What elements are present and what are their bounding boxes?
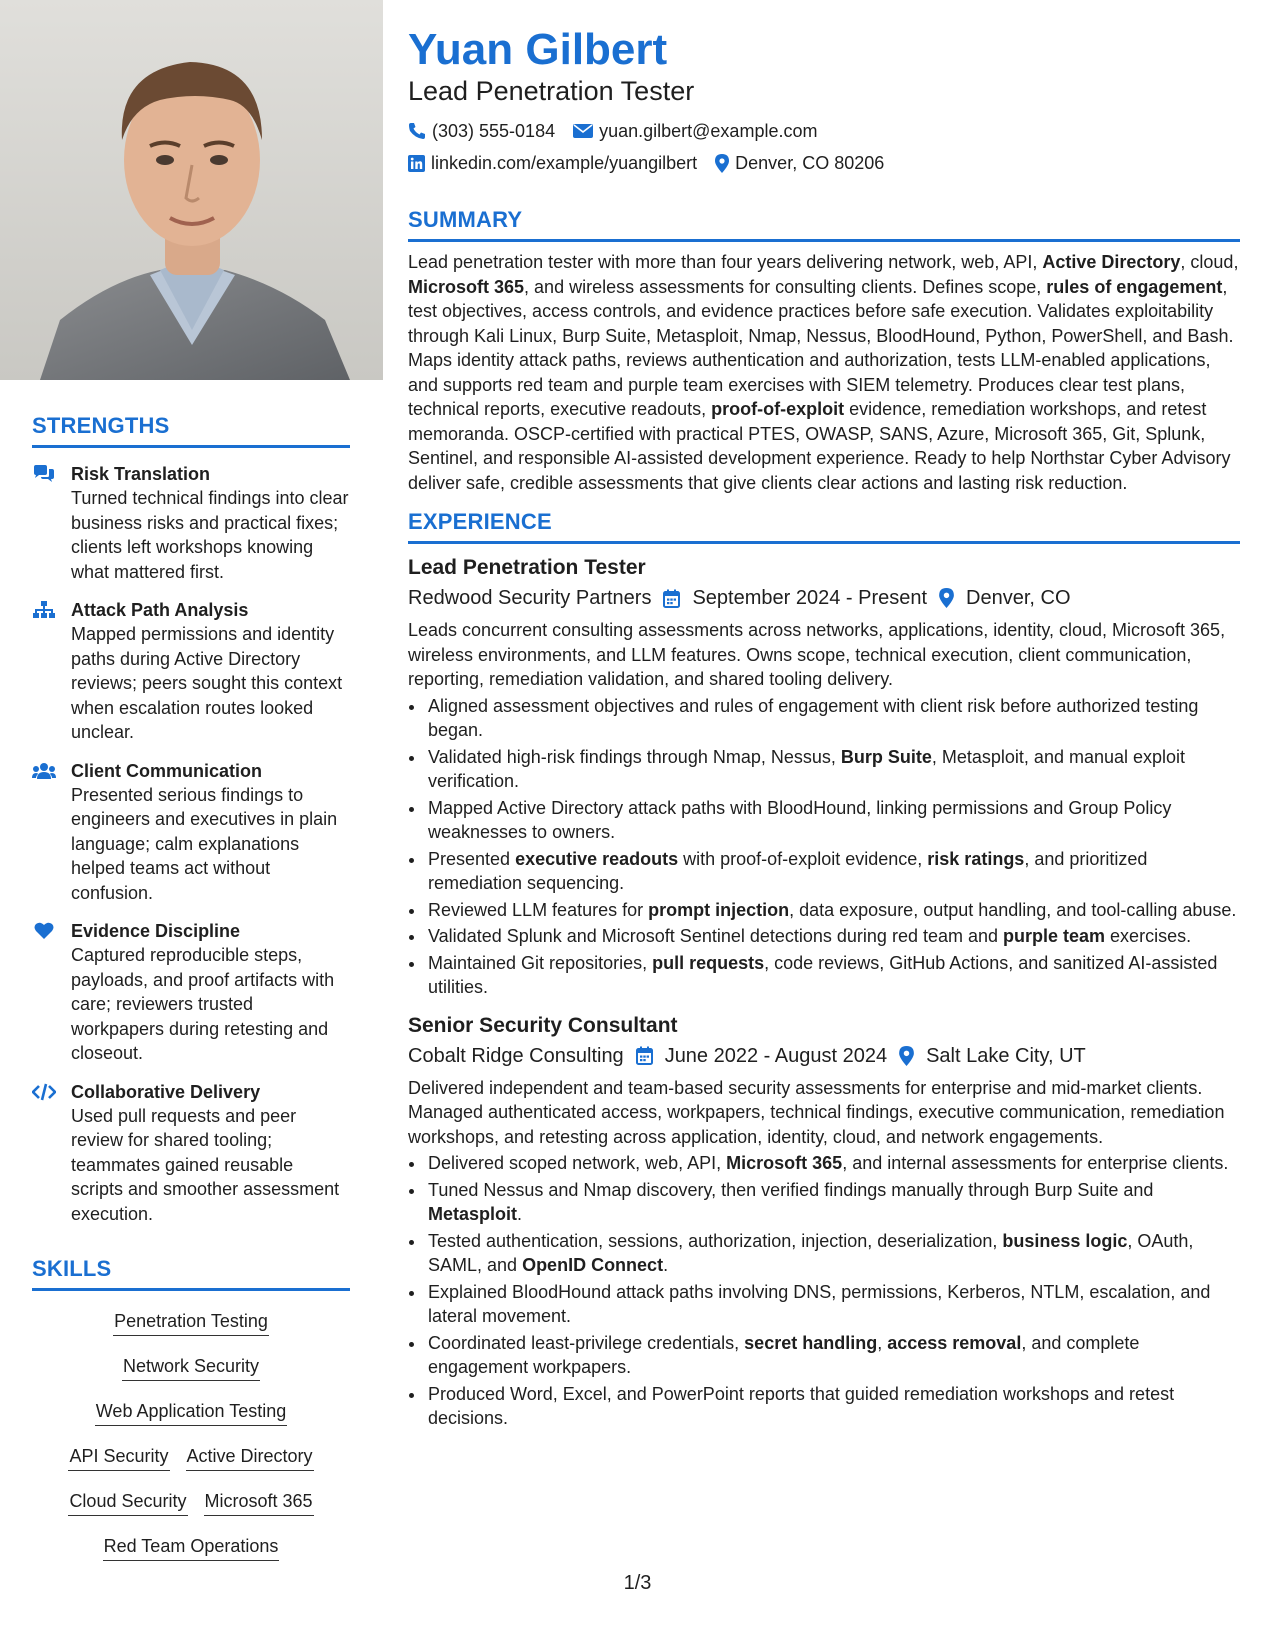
map-pin-icon bbox=[899, 1046, 914, 1066]
achievement-bullet bbox=[426, 847, 1240, 896]
job-meta bbox=[408, 584, 1240, 612]
text-run: Reviewed LLM features for bbox=[428, 899, 649, 920]
text-run: , cloud, bbox=[1180, 252, 1239, 272]
bold-keyword: Active Directory bbox=[1042, 252, 1181, 272]
skill-row bbox=[32, 1490, 350, 1516]
achievement-list bbox=[408, 694, 1240, 1000]
experience-section bbox=[408, 509, 1240, 1431]
text-run: exercises. bbox=[1105, 926, 1192, 946]
phone-number: (303) 555-0184 bbox=[432, 121, 556, 141]
job-list bbox=[408, 554, 1240, 1431]
skill-tag: Web Application Testing bbox=[95, 1400, 287, 1426]
phone-icon bbox=[408, 122, 426, 140]
skill-tag: API Security bbox=[68, 1445, 169, 1471]
skill-row bbox=[32, 1445, 350, 1471]
skill-tag: Cloud Security bbox=[68, 1490, 187, 1516]
text-run: Aligned assessment objectives and rules of engagement with client risk before authorized testing began. bbox=[428, 695, 1199, 740]
strength-item bbox=[32, 1080, 350, 1227]
candidate-headline: Lead Penetration Tester bbox=[408, 76, 695, 106]
skill-row bbox=[32, 1400, 350, 1426]
summary-text bbox=[408, 250, 1240, 495]
strength-description: Used pull requests and peer review for shared tooling; teammates gained reusable scripts and smoother assessment execution. bbox=[71, 1105, 340, 1224]
strength-title: Client Communication bbox=[71, 760, 263, 781]
sidebar bbox=[0, 0, 383, 1650]
achievement-bullet bbox=[426, 694, 1240, 743]
achievement-list bbox=[408, 1151, 1240, 1431]
strength-description: Turned technical findings into clear business risks and practical fixes; clients left workshops knowing what mattered first. bbox=[71, 488, 349, 582]
text-run: , code reviews, GitHub Actions, and sanitized AI-assisted utilities. bbox=[428, 952, 1218, 997]
contact-info bbox=[408, 115, 1240, 179]
text-run: , and prioritized remediation sequencing. bbox=[428, 848, 1148, 893]
strength-item bbox=[32, 919, 350, 1066]
text-run: , OAuth, SAML, and bbox=[428, 1230, 1194, 1275]
date-range: June 2022 - August 2024 bbox=[664, 1044, 888, 1067]
bold-keyword: Microsoft 365 bbox=[726, 1153, 843, 1173]
text-run: Validated high-risk findings through Nmap, Nessus, bbox=[428, 746, 841, 767]
bold-keyword: executive readouts bbox=[515, 848, 679, 869]
strength-description: Captured reproducible steps, payloads, and proof artifacts with care; reviewers trusted workpapers during retesting and closeout. bbox=[71, 945, 335, 1063]
skills-section bbox=[32, 1256, 350, 1561]
comments-icon bbox=[32, 464, 56, 484]
text-run: , test objectives, access controls, and evidence practices before safe execution. Validates exploitability through Kali Linux, Burp Suite, Metasploit, Nmap, Nessus, BloodHound, Python, PowerShell, and Bash. Maps identity attack paths, reviews authentication and authorization, tests LLM-enabled applications, and supports red team and purple team exercises with SIEM telemetry. Produces clear test plans, technical reports, executive readouts, bbox=[408, 276, 1234, 419]
skill-tag: Penetration Testing bbox=[113, 1310, 269, 1336]
bold-keyword: secret handling bbox=[744, 1332, 878, 1353]
job-dates bbox=[636, 1042, 887, 1070]
text-run: , Metasploit, and manual exploit verification. bbox=[428, 746, 1186, 791]
job-description: Leads concurrent consulting assessments across networks, applications, identity, cloud, Microsoft 365, wireless environments, and LLM features. Owns scope, technical execution, client communication, reporting, remediation validation, and shared tooling delivery. bbox=[408, 620, 1226, 689]
strength-title: Risk Translation bbox=[71, 464, 211, 484]
bold-keyword: purple team bbox=[1003, 926, 1106, 946]
skill-tag: Network Security bbox=[122, 1355, 260, 1381]
bold-keyword: pull requests bbox=[652, 952, 765, 973]
linkedin-icon bbox=[408, 155, 425, 172]
location-text: Denver, CO bbox=[966, 587, 1071, 609]
job-entry bbox=[408, 554, 1240, 1000]
strengths-heading: STRENGTHS bbox=[32, 413, 350, 448]
location-text: Denver, CO 80206 bbox=[735, 153, 885, 173]
job-description: Delivered independent and team-based security assessments for enterprise and mid-market clients. Managed authenticated access, workpapers, technical findings, executive communication, remediation workshops, and retesting across application, identity, cloud, and network engagements. bbox=[408, 1077, 1225, 1147]
company-name: Redwood Security Partners bbox=[408, 587, 652, 609]
achievement-bullet bbox=[426, 951, 1240, 1000]
skill-tag: Red Team Operations bbox=[103, 1535, 280, 1561]
bold-keyword: Microsoft 365 bbox=[408, 276, 525, 297]
calendar-icon bbox=[663, 589, 680, 608]
skill-tag: Microsoft 365 bbox=[204, 1490, 314, 1516]
job-meta bbox=[408, 1042, 1240, 1070]
calendar-icon bbox=[636, 1046, 653, 1065]
bold-keyword: Burp Suite bbox=[840, 746, 932, 767]
skill-row bbox=[32, 1535, 350, 1561]
achievement-bullet bbox=[426, 1280, 1240, 1329]
linkedin-url: linkedin.com/example/yuangilbert bbox=[431, 153, 698, 173]
text-run: Presented bbox=[428, 848, 516, 869]
skill-row bbox=[32, 1310, 350, 1336]
text-run: Validated Splunk and Microsoft Sentinel detections during red team and bbox=[428, 926, 1004, 946]
location-contact bbox=[715, 151, 884, 175]
page-number: 1/3 bbox=[623, 1572, 652, 1594]
bold-keyword: OpenID Connect bbox=[522, 1255, 664, 1275]
text-run: Mapped Active Directory attack paths with BloodHound, linking permissions and Group Policy weaknesses to owners. bbox=[428, 797, 1172, 842]
text-run: . bbox=[517, 1204, 523, 1224]
text-run: with proof-of-exploit evidence, bbox=[678, 848, 928, 869]
skills-list bbox=[32, 1310, 350, 1561]
strengths-section bbox=[32, 413, 350, 1226]
text-run: , and internal assessments for enterprise clients. bbox=[842, 1153, 1229, 1173]
email-address: yuan.gilbert@example.com bbox=[599, 121, 818, 141]
location-text: Salt Lake City, UT bbox=[926, 1044, 1086, 1067]
strength-title: Collaborative Delivery bbox=[71, 1081, 261, 1102]
achievement-bullet bbox=[426, 1331, 1240, 1380]
company-name: Cobalt Ridge Consulting bbox=[408, 1044, 624, 1067]
phone-contact[interactable] bbox=[408, 119, 555, 143]
envelope-icon bbox=[573, 123, 593, 139]
strength-title: Attack Path Analysis bbox=[71, 600, 249, 620]
code-icon bbox=[32, 1082, 56, 1102]
map-pin-icon bbox=[939, 588, 954, 608]
job-location bbox=[939, 584, 1070, 612]
strength-description: Presented serious findings to engineers and executives in plain language; calm explanations helped teams act without confusion. bbox=[71, 784, 338, 903]
text-run: . bbox=[663, 1255, 669, 1275]
bold-keyword: risk ratings bbox=[927, 848, 1025, 869]
summary-section bbox=[408, 207, 1240, 495]
skill-tag: Active Directory bbox=[186, 1445, 314, 1471]
text-run: , data exposure, output handling, and tool-calling abuse. bbox=[789, 899, 1237, 920]
main-content bbox=[408, 0, 1240, 1433]
skill-row bbox=[32, 1355, 350, 1381]
candidate-name: Yuan Gilbert bbox=[408, 25, 668, 74]
text-run: Explained BloodHound attack paths involving DNS, permissions, Kerberos, NTLM, escalation, and lateral movement. bbox=[428, 1281, 1211, 1326]
job-entry bbox=[408, 1012, 1240, 1431]
job-location bbox=[899, 1042, 1086, 1070]
sitemap-icon bbox=[32, 600, 56, 620]
achievement-bullet bbox=[426, 924, 1240, 949]
text-run: Lead penetration tester with more than four years delivering network, web, API, bbox=[408, 252, 1043, 272]
experience-heading: EXPERIENCE bbox=[408, 509, 1240, 544]
map-pin-icon bbox=[715, 154, 729, 173]
linkedin-contact[interactable] bbox=[408, 151, 697, 175]
achievement-bullet bbox=[426, 1151, 1240, 1176]
text-run: Produced Word, Excel, and PowerPoint reports that guided remediation workshops and retest decisions. bbox=[428, 1383, 1175, 1428]
text-run: Tested authentication, sessions, authorization, injection, deserialization, bbox=[428, 1230, 1003, 1251]
bold-keyword: proof-of-exploit bbox=[711, 399, 845, 419]
job-title: Senior Security Consultant bbox=[408, 1013, 678, 1037]
email-contact[interactable] bbox=[573, 119, 817, 143]
bold-keyword: prompt injection bbox=[648, 899, 790, 920]
date-range: September 2024 - Present bbox=[692, 587, 928, 609]
text-run: Coordinated least-privilege credentials, bbox=[428, 1332, 745, 1353]
achievement-bullet bbox=[426, 1229, 1240, 1278]
heart-icon bbox=[32, 921, 56, 941]
strength-item bbox=[32, 462, 350, 584]
skills-heading: SKILLS bbox=[32, 1256, 350, 1291]
summary-heading: SUMMARY bbox=[408, 207, 1240, 242]
strength-description: Mapped permissions and identity paths during Active Directory reviews; peers sought this context when escalation routes looked unclear. bbox=[71, 624, 343, 742]
users-icon bbox=[32, 761, 56, 781]
achievement-bullet bbox=[426, 898, 1240, 923]
achievement-bullet bbox=[426, 1178, 1240, 1227]
text-run: , and complete engagement workpapers. bbox=[428, 1332, 1140, 1377]
text-run: Maintained Git repositories, bbox=[428, 952, 653, 973]
achievement-bullet bbox=[426, 745, 1240, 794]
job-dates bbox=[663, 584, 927, 612]
bold-keyword: business logic bbox=[1002, 1230, 1128, 1251]
text-run: , and wireless assessments for consulting clients. Defines scope, bbox=[524, 276, 1047, 297]
text-run: Tuned Nessus and Nmap discovery, then verified findings manually through Burp Suite and bbox=[428, 1179, 1154, 1200]
strength-item bbox=[32, 759, 350, 906]
achievement-bullet bbox=[426, 1382, 1240, 1431]
text-run: , bbox=[877, 1332, 888, 1353]
text-run: evidence, remediation workshops, and retest memoranda. OSCP-certified with practical PTES, OWASP, SANS, Azure, Microsoft 365, Git, Splunk, Sentinel, and responsible AI-assisted development experience. Ready to help Northstar Cyber Advisory deliver safe, credible assessments that give clients clear actions and lasting risk reduction. bbox=[408, 399, 1231, 493]
strength-title: Evidence Discipline bbox=[71, 921, 241, 941]
bold-keyword: Metasploit bbox=[428, 1204, 518, 1224]
job-title: Lead Penetration Tester bbox=[408, 556, 646, 579]
bold-keyword: access removal bbox=[887, 1332, 1022, 1353]
profile-photo bbox=[0, 0, 383, 380]
bold-keyword: rules of engagement bbox=[1046, 276, 1223, 297]
text-run: Delivered scoped network, web, API, bbox=[428, 1153, 727, 1173]
achievement-bullet bbox=[426, 796, 1240, 845]
strength-item bbox=[32, 598, 350, 745]
